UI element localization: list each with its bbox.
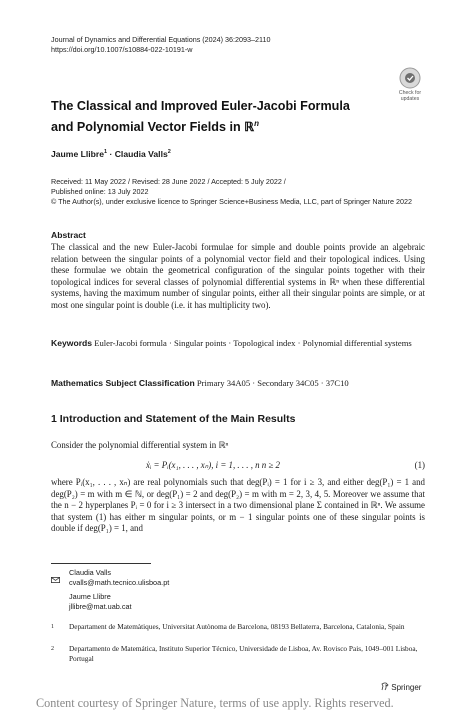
footnote-text-1: Departament de Matemàtiques, Universitat Autònoma de Barcelona, 08193 Bellaterra, Barcelona, Catalonia, Spain [69,622,405,631]
history-published: Published online: 13 July 2022 [51,187,149,196]
check-for-updates-icon [393,66,427,102]
keywords-text: Euler-Jacobi formula · Singular points · Topological index · Polynomial differential systems [92,338,412,348]
author-1[interactable]: Jaume Llibre [51,149,105,159]
journal-citation: Journal of Dynamics and Differential Equations (2024) 36:2093–2110 [51,35,271,44]
author-1-affil: 1 [104,149,108,156]
courtesy-notice: Content courtesy of Springer Nature, terms of use apply. Rights reserved. [36,696,394,710]
author-2[interactable]: Claudia Valls [114,149,168,159]
body-paragraph: where Pᵢ(x₁, . . . , xₙ) are real polynomials such that deg(Pᵢ) = 1 for i ≥ 3, and either deg(P₁) = 1 and deg(P₂) = m with m ∈ ℕ, or deg(P₁) = 2 and deg(P₂) = m with m = 2, 3, 4, 5. Moreover we assume that the n − 2 hyperplanes Pᵢ = 0 for i ≥ 3 intersect in a two dimensional plane Σ contained in ℝⁿ. We assume that system (1) has either m singular points, or m − 1 singular points one of these singular points is double if deg(P₁) = 1, and [51,477,425,533]
footnote-number-1: 1 [51,624,54,630]
publisher-name: Springer [391,683,422,692]
msc-block [51,378,425,388]
author-separator: · [107,149,115,159]
publisher-logo [381,682,421,692]
abstract-heading: Abstract [51,230,86,240]
contact-name-2: Jaume Llibre [69,592,111,601]
footnote-text-2: Departamento de Matemática, Instituto Superior Técnico, Universidade de Lisboa, Av. Rovisco Pais, 1049–001 Lisboa, Portugal [69,644,418,663]
check-for-updates-badge[interactable] [393,66,427,102]
section-heading: 1 Introduction and Statement of the Main Results [51,413,296,425]
badge-line1: Check for [398,90,422,96]
contact-email-1[interactable]: cvalls@math.tecnico.ulisboa.pt [69,578,170,587]
badge-line2: updates [400,96,420,102]
title-line-2: and Polynomial Vector Fields in ℝ [51,120,255,135]
footnote-number-2: 2 [51,646,54,652]
contact-email-2[interactable]: jllibre@mat.uab.cat [69,602,132,611]
affiliation-footnote-1 [51,622,425,632]
doi-link[interactable]: https://doi.org/10.1007/s10884-022-10191-w [51,45,193,54]
title-superscript: n [254,119,260,128]
contact-name-1: Claudia Valls [69,568,112,577]
contact-1 [51,568,169,588]
corresponding-contacts [51,568,169,612]
author-2-affil: 2 [167,149,171,156]
equation-number: (1) [414,460,425,470]
history-dates: Received: 11 May 2022 / Revised: 28 June 2022 / Accepted: 5 July 2022 / [51,177,286,186]
copyright-line: © The Author(s), under exclusive licence to Springer Science+Business Media, LLC, part of Springer Nature 2022 [51,197,412,206]
author-list [51,149,171,159]
contact-2 [51,592,169,612]
paper-title [51,98,381,136]
publication-history [51,177,412,207]
footnote-divider [51,563,151,564]
msc-label: Mathematics Subject Classification [51,378,195,388]
keywords-block [51,338,425,350]
affiliation-footnote-2 [51,644,425,664]
abstract-text: The classical and the new Euler-Jacobi formulae for simple and double points provide an algebraic relation between the singular points of a polynomial vector field and their topological indices. Using these formulae we obtain the geometrical configuration of the singular points together with their topological indices for several classes of polynomial differential systems in ℝⁿ when these differential systems, having the maximum number of singular points, either all their singular points are simple, or at most one singular point is double (i.e. it has multiplicity two). [51,242,425,310]
springer-horse-icon [381,682,389,691]
journal-header [51,35,271,55]
intro-sentence: Consider the polynomial differential system in ℝⁿ [51,440,229,450]
equation-formula: ẋᵢ = Pᵢ(x₁, . . . , xₙ), i = 1, . . . , n n ≥ 2 [146,460,280,470]
title-line-1: The Classical and Improved Euler-Jacobi Formula [51,99,350,113]
msc-text: Primary 34A05 · Secondary 34C05 · 37C10 [194,378,349,388]
keywords-label: Keywords [51,338,93,348]
